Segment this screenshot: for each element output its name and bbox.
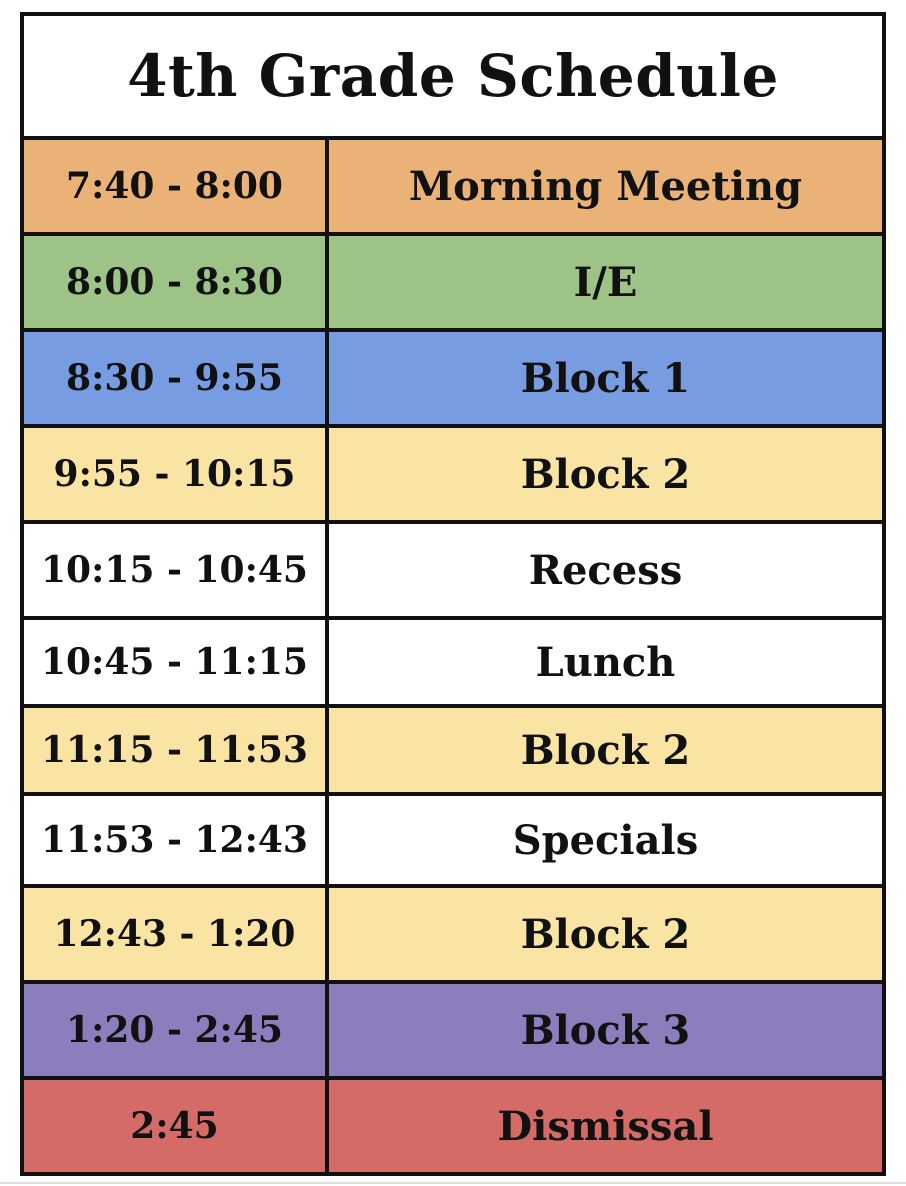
schedule-row <box>24 620 882 708</box>
page-bottom-divider <box>0 1182 906 1184</box>
time-cell: 8:30 - 9:55 <box>24 332 329 424</box>
time-cell: 2:45 <box>24 1080 329 1172</box>
schedule-row <box>24 524 882 620</box>
time-cell: 7:40 - 8:00 <box>24 140 329 232</box>
activity-cell: I/E <box>573 258 638 306</box>
activity-cell: Dismissal <box>497 1102 714 1150</box>
activity-cell: Recess <box>528 546 683 594</box>
time-cell: 1:20 - 2:45 <box>24 984 329 1076</box>
schedule-rows <box>24 140 882 1172</box>
schedule-row <box>24 796 882 888</box>
schedule-row <box>24 708 882 796</box>
schedule-table <box>20 12 886 1176</box>
activity-cell: Block 2 <box>520 910 691 958</box>
activity-cell: Morning Meeting <box>408 162 803 210</box>
schedule-row <box>24 140 882 236</box>
time-cell: 11:53 - 12:43 <box>24 796 329 884</box>
activity-cell: Specials <box>512 816 699 864</box>
schedule-row <box>24 1080 882 1172</box>
activity-cell: Block 3 <box>520 1006 691 1054</box>
schedule-title: 4th Grade Schedule <box>127 42 779 110</box>
schedule-row <box>24 332 882 428</box>
schedule-row <box>24 984 882 1080</box>
title-row <box>24 16 882 140</box>
time-cell: 12:43 - 1:20 <box>24 888 329 980</box>
activity-cell: Block 2 <box>520 450 691 498</box>
schedule-row <box>24 428 882 524</box>
activity-cell: Lunch <box>535 638 676 686</box>
activity-cell: Block 1 <box>520 354 691 402</box>
schedule-row <box>24 888 882 984</box>
time-cell: 8:00 - 8:30 <box>24 236 329 328</box>
schedule-row <box>24 236 882 332</box>
activity-cell: Block 2 <box>520 726 691 774</box>
time-cell: 10:15 - 10:45 <box>24 524 329 616</box>
time-cell: 11:15 - 11:53 <box>24 708 329 792</box>
time-cell: 10:45 - 11:15 <box>24 620 329 704</box>
time-cell: 9:55 - 10:15 <box>24 428 329 520</box>
